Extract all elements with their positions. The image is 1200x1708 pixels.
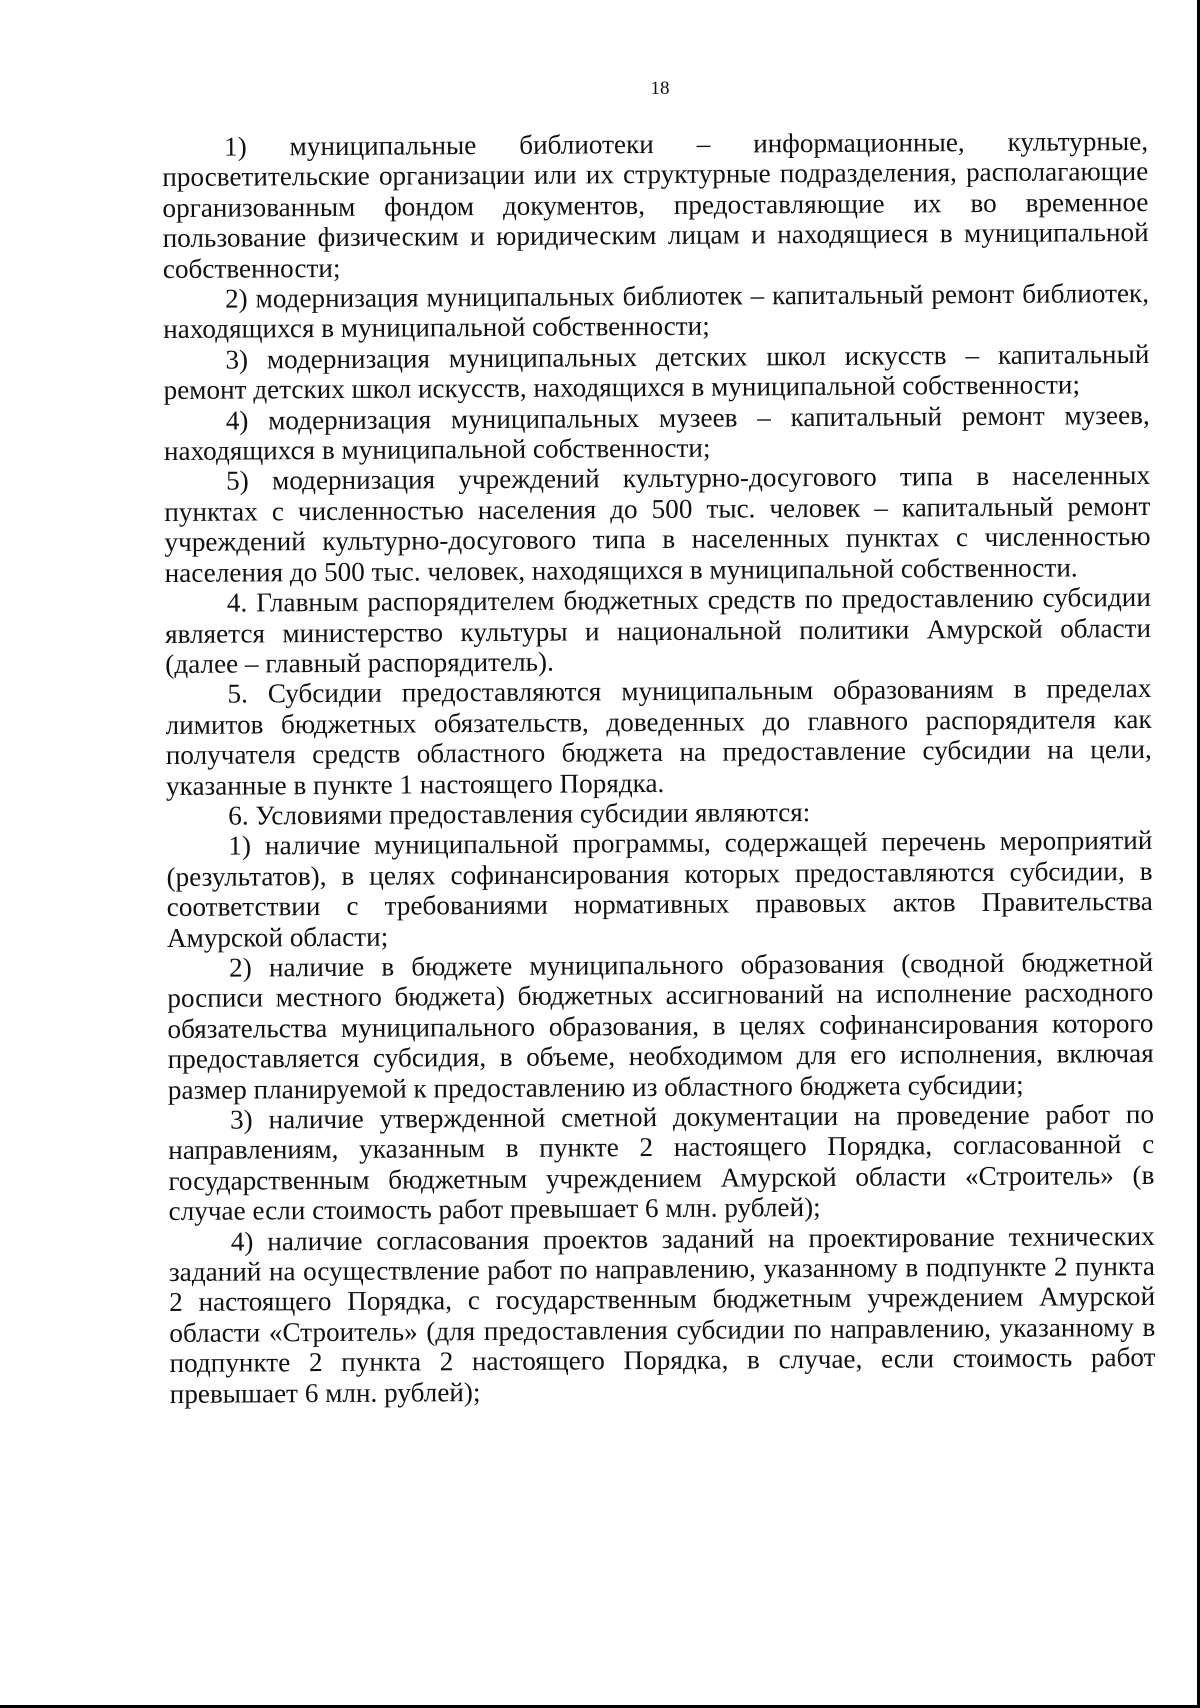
paragraph-modernization-cultural-centers: 5) модернизация учреждений культурно-досугового типа в населенных пунктах с численностью населения до 500 тыс. человек – капитальный ремонт учреждений культурно-досугового типа в населенных пунктах с численностью населения до 500 тыс. человек, находящихся в муниципальной собственности. [164, 460, 1151, 588]
paragraph-modernization-museums: 4) модернизация муниципальных музеев – капитальный ремонт музеев, находящихся в муниципальной собственности; [163, 399, 1150, 467]
paragraph-condition-1-program: 1) наличие муниципальной программы, содержащей перечень мероприятий (результатов), в целях софинансирования которых предоставляются субсидии, в соответствии с требованиями нормативных правовых актов Правительства Амурской области; [166, 825, 1153, 953]
paragraph-item-5-subsidy-limits: 5. Субсидии предоставляются муниципальным образованиям в пределах лимитов бюджетных обязательств, доведенных до главного распорядителя как получателя средств областного бюджета на предоставление субсидии на цели, указанные в пункте 1 настоящего Порядка. [165, 673, 1152, 801]
paragraph-item-4-main-manager: 4. Главным распорядителем бюджетных средств по предоставлению субсидии является министерство культуры и национальной политики Амурской области (далее – главный распорядитель). [164, 582, 1152, 679]
paragraph-item-6-conditions: 6. Условиями предоставления субсидии являются: [228, 796, 811, 831]
paragraph-modernization-art-schools: 3) модернизация муниципальных детских школ искусств – капитальный ремонт детских школ искусств, находящихся в муниципальной собственности; [163, 338, 1150, 406]
paragraph-condition-3-estimates: 3) наличие утвержденной сметной документации на проведение работ по направлениям, указанным в пункте 2 настоящего Порядка, согласованной с государственным бюджетным учреждением Амурской области «Строитель» (в случае если стоимость работ превышает 6 млн. рублей); [168, 1098, 1155, 1227]
paragraph-definition-libraries: 1) муниципальные библиотеки – информационные, культурные, просветительские организации или их структурные подразделения, располагающие организованным фондом документов, предоставляющие их во временное пользование физическим и юридическим лицам и находящиеся в муниципальной собственности; [162, 125, 1149, 284]
paragraph-condition-4-approval: 4) наличие согласования проектов заданий на проектирование технических заданий на осуществление работ по направлению, указанному в подпункте 2 пункта 2 настоящего Порядка, с государственным бюджетным учреждением Амурской области «Строитель» (для предоставления субсидии по направлению, указанному в подпункте 2 пункта 2 настоящего Порядка, в случае, если стоимость работ превышает 6 млн. рублей); [168, 1220, 1156, 1409]
paragraph-condition-2-budget: 2) наличие в бюджете муниципального образования (сводной бюджетной росписи местного бюджета) бюджетных ассигнований на исполнение расходного обязательства муниципального образования, в целях софинансирования которого предоставляется субсидия, в объеме, необходимом для его исполнения, включая размер планируемой к предоставлению из областного бюджета субсидии; [167, 946, 1154, 1105]
document-body [162, 126, 1156, 1409]
page-number: 18 [650, 78, 670, 99]
paragraph-modernization-libraries: 2) модернизация муниципальных библиотек – капитальный ремонт библиотек, находящихся в муниципальной собственности; [163, 278, 1150, 345]
